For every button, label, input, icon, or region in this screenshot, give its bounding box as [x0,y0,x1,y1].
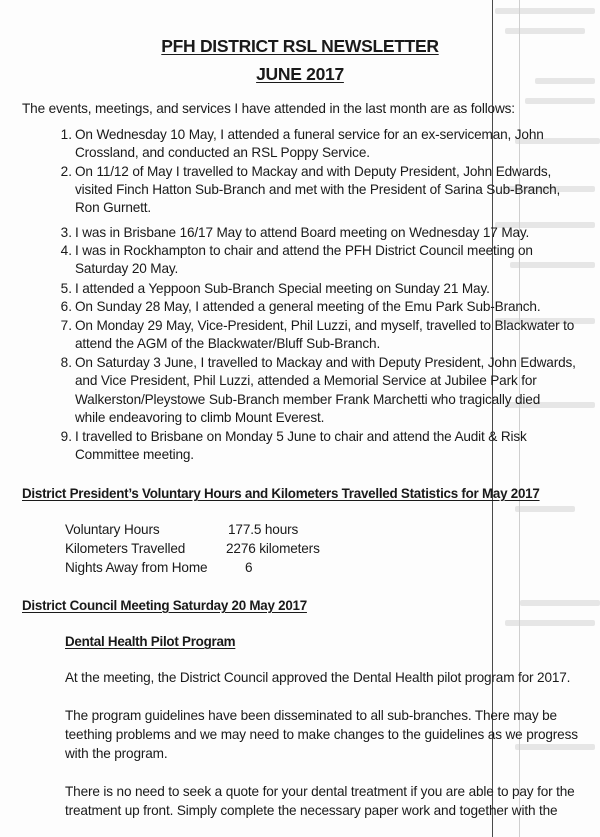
dental-paragraph: At the meeting, the District Council approved the Dental Health pilot program for 2017. [65,670,571,685]
event-line: On Sunday 28 May, I attended a general meeting of the Emu Park Sub-Branch. [75,299,541,314]
newsletter-page: PFH DISTRICT RSL NEWSLETTER JUNE 2017 The events, meetings, and services I have attended in the last month are as follows: 1. On Wednesday 10 May, I attended a funeral service for an ex-serviceman, John Crossland, and conducted an RSL Poppy Service. 2. On 11/12 of May I travelled to Mackay and with Deputy President, John Edwards, visited Finch Hatton Sub-Branch and met with the President of Sarina Sub-Branch, Ron Gurnett. 3. I was in Brisbane 16/17 May to attend Board meeting on Wednesday 17 May. 4. I was in Rockhampton to chair and attend the PFH District Council meeting on Saturday 20 May. 5. I attended a Yeppoon Sub-Branch Special meeting on Sunday 21 May. 6. On Sunday 28 May, I attended a general meeting of the Emu Park Sub-Branch. 7. On Monday 29 May, Vice-President, Phil Luzzi, and myself, travelled to Blackwater to attend the AGM of the Blackwater/Bluff Sub-Branch. 8. On Saturday 3 June, I travelled to Mackay and with Deputy President, John Edwards, and Vice President, Phil Luzzi, attended a Memorial Service at Jubilee Park for Walkerston/Pleystowe Sub-Branch member Frank Marchetti who tragically died while endeavoring to climb Mount Everest. 9. I travelled to Brisbane on Monday 5 June to chair and attend the Audit & Risk Committee meeting. District President’s Voluntary Hours and Kilometers Travelled Statistics for May 2017 Voluntary Hours 177.5 hours Kilometers Travelled 2276 kilometers Nights Away from Home 6 District Council Meeting Saturday 20 May 2017 Dental Health Pilot Program At the meeting, the District Council approved the Dental Health pilot program for 2017. The program guidelines have been disseminated to all sub-branches. There may be teething problems and we may need to make changes to the guidelines as we progress with the program. There is no need to seek a quote for your dental treatment if you are able to pay for the treatment up front. Simply complete the necessary paper work and together with the [0,0,600,837]
event-line: On 11/12 of May I travelled to Mackay and with Deputy President, John Edwards, [75,164,552,179]
event-line: attend the AGM of the Blackwater/Bluff Sub-Branch. [75,336,381,351]
stats-heading: District President’s Voluntary Hours and Kilometers Travelled Statistics for May 2017 [22,486,540,501]
stat-label: Voluntary Hours [65,522,160,537]
stat-value: 2276 kilometers [226,541,320,556]
dental-paragraph: treatment up front. Simply complete the necessary paper work and together with the [65,803,558,818]
stat-label: Kilometers Travelled [65,541,186,556]
dental-paragraph: There is no need to seek a quote for your dental treatment if you are able to pay for the [65,784,575,799]
council-heading: District Council Meeting Saturday 20 May 2017 [22,598,307,613]
dental-paragraph: with the program. [65,746,168,761]
dental-paragraph: The program guidelines have been disseminated to all sub-branches. There may be [65,708,557,723]
newsletter-title: PFH DISTRICT RSL NEWSLETTER [161,36,439,56]
event-line: Committee meeting. [75,447,194,462]
event-line: On Wednesday 10 May, I attended a funeral service for an ex-serviceman, John [75,127,544,142]
stat-value: 6 [245,560,253,575]
intro-text: The events, meetings, and services I have attended in the last month are as follows: [22,101,515,116]
stat-value: 177.5 hours [228,522,299,537]
newsletter-date: JUNE 2017 [256,64,344,84]
event-line: I was in Brisbane 16/17 May to attend Board meeting on Wednesday 17 May. [75,225,530,240]
dental-paragraph: teething problems and we may need to make changes to the guidelines as we progress [65,727,578,742]
event-line: while endeavoring to climb Mount Everest. [75,410,325,425]
event-line: Ron Gurnett. [75,200,152,215]
event-line: I was in Rockhampton to chair and attend the PFH District Council meeting on [75,243,533,258]
event-line: On Saturday 3 June, I travelled to Mackay and with Deputy President, John Edwards, [75,355,576,370]
dental-heading: Dental Health Pilot Program [65,634,236,649]
event-line: On Monday 29 May, Vice-President, Phil Luzzi, and myself, travelled to Blackwater to [75,318,575,333]
stat-label: Nights Away from Home [65,560,208,575]
event-line: and Vice President, Phil Luzzi, attended a Memorial Service at Jubilee Park for [75,373,537,388]
event-line: I travelled to Brisbane on Monday 5 June to chair and attend the Audit & Risk [75,429,527,444]
event-line: I attended a Yeppoon Sub-Branch Special meeting on Sunday 21 May. [75,281,490,296]
event-line: Crossland, and conducted an RSL Poppy Service. [75,145,370,160]
event-line: Walkerston/Pleystowe Sub-Branch member Frank Marchetti who tragically died [75,392,541,407]
event-line: visited Finch Hatton Sub-Branch and met with the President of Sarina Sub-Branch, [75,182,561,197]
event-line: Saturday 20 May. [75,261,179,276]
